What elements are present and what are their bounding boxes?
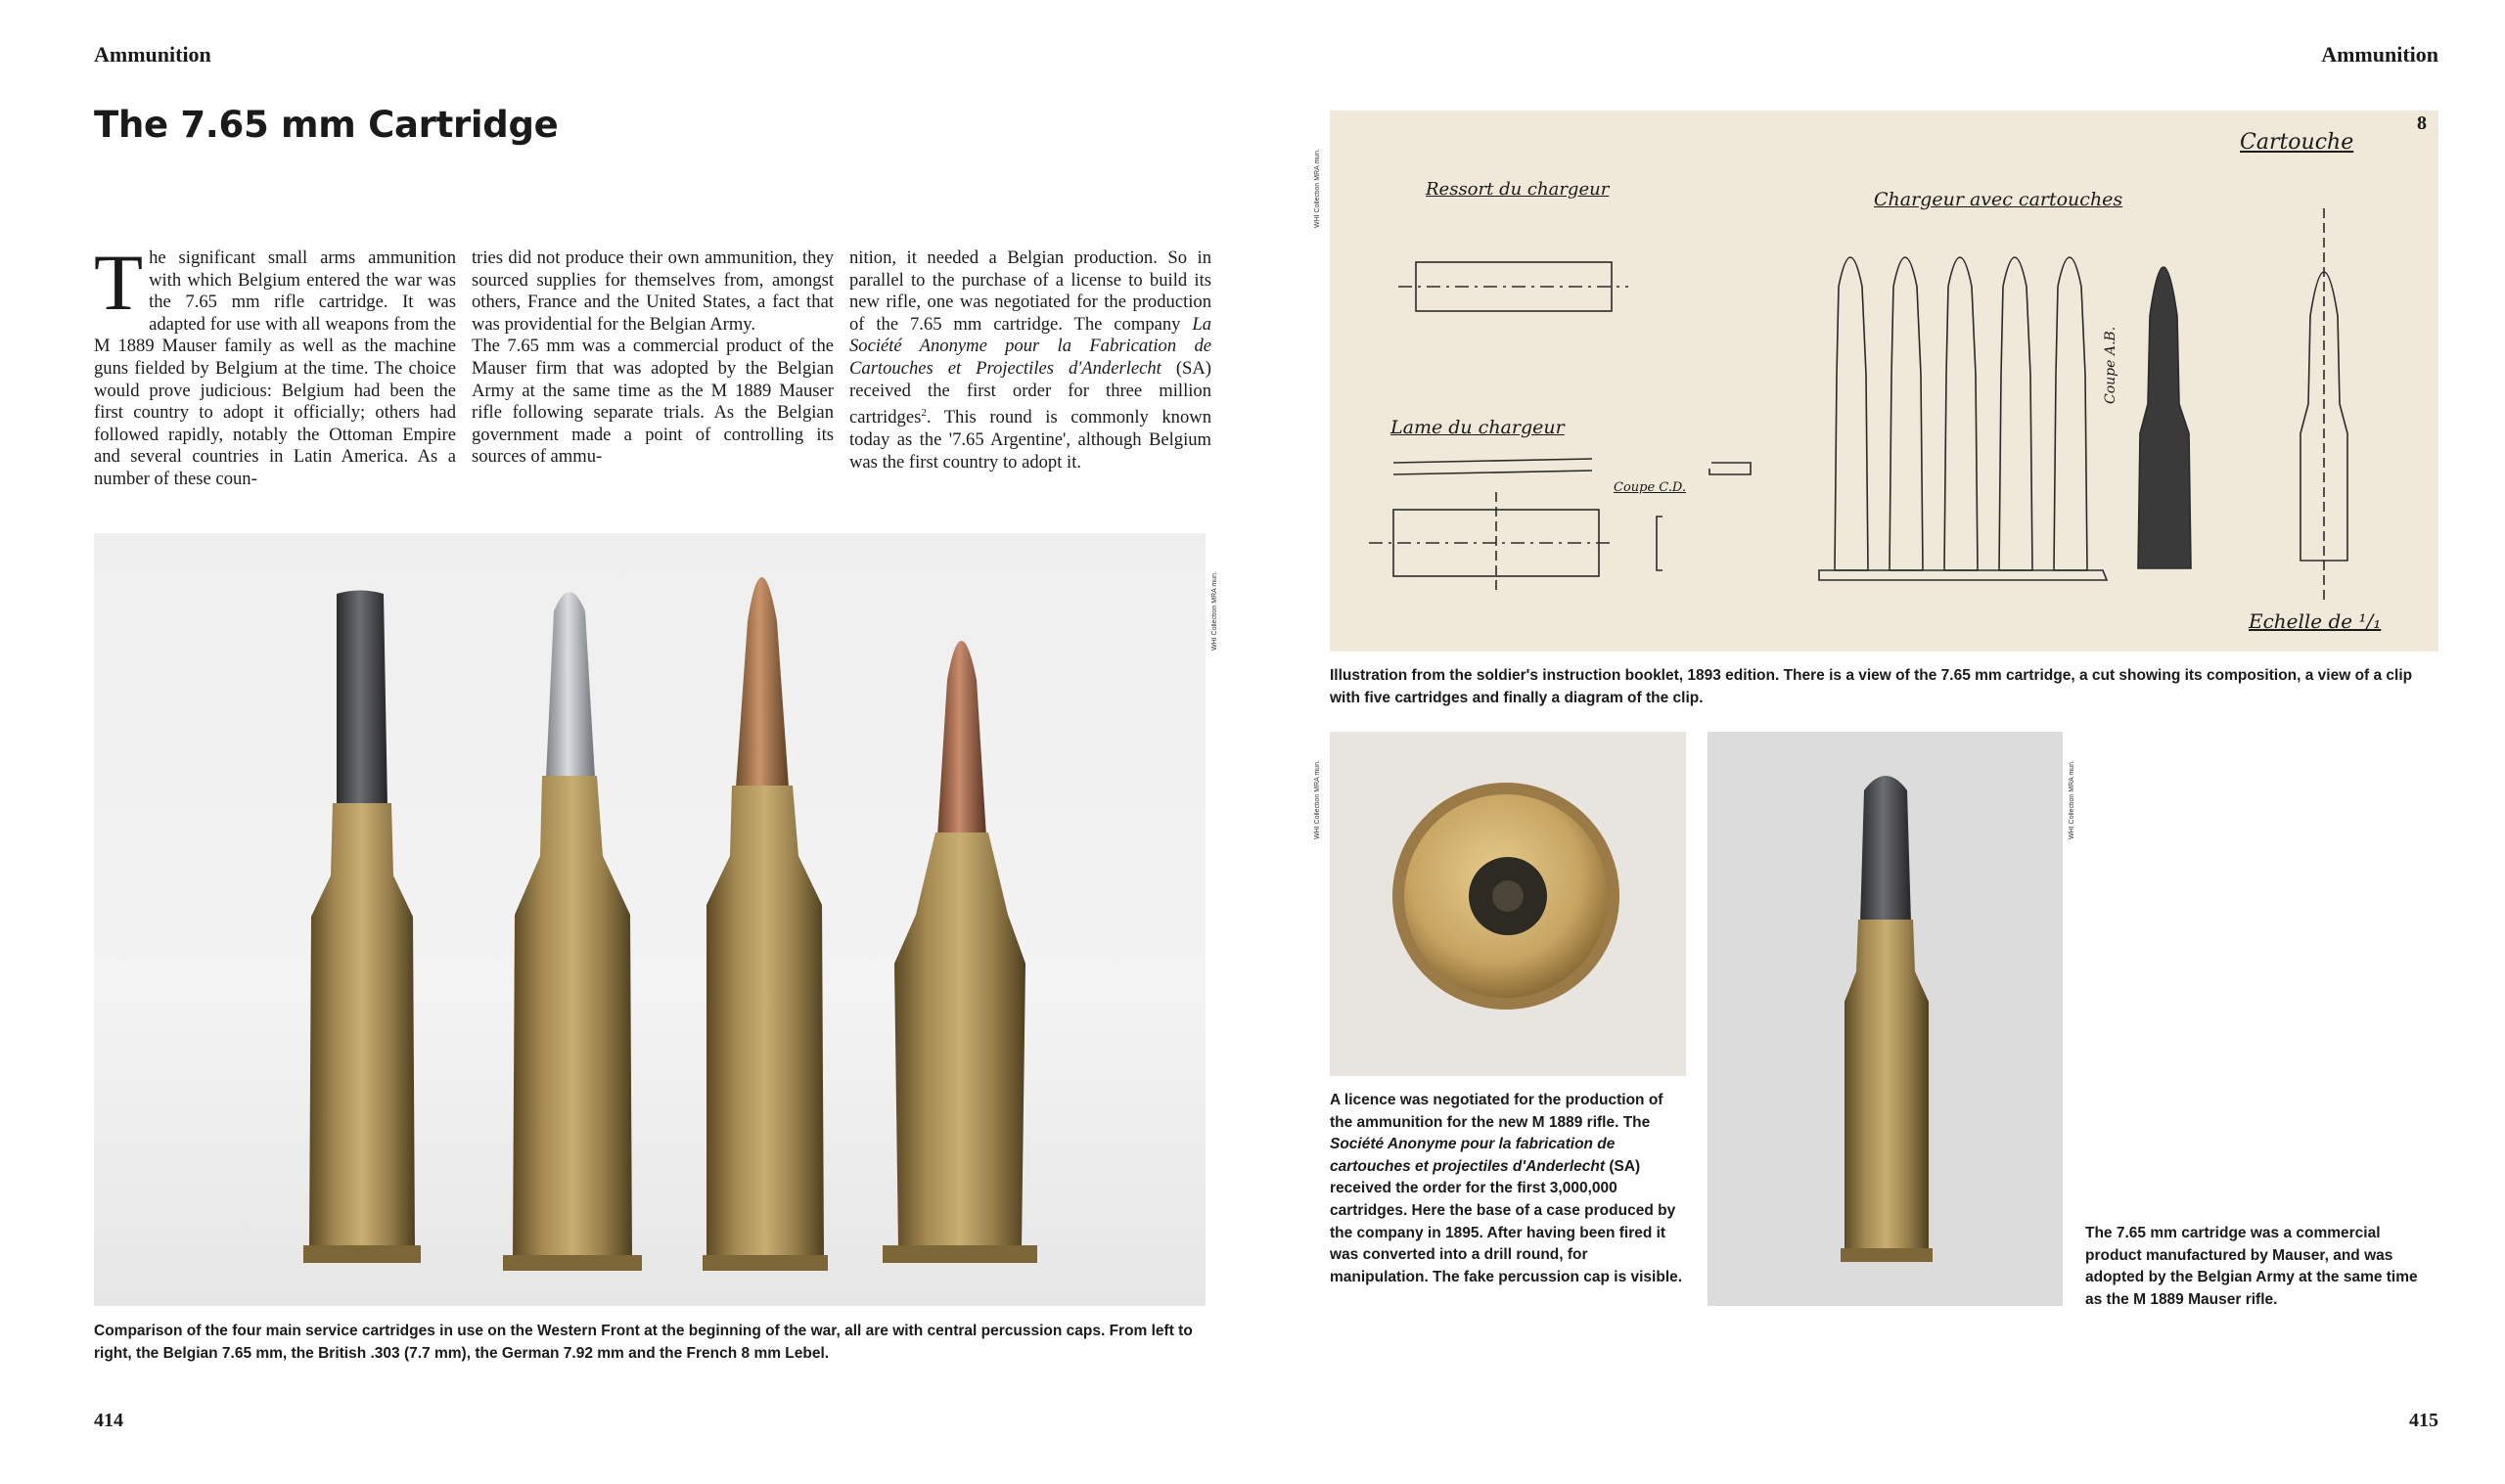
- british-303-cartridge: [503, 592, 642, 1271]
- body-column-3: [849, 247, 1211, 473]
- single-photo-credit: WHI Collection MRA mun.: [2069, 760, 2075, 839]
- body-column-1: [94, 238, 456, 491]
- photo-caption-left: Comparison of the four main service cartridges in use on the Western Front at the beginning of the war, all are with central percussion caps. From left to right, the Belgian 7.65 mm, the British .303 (7.7 mm), the German 7.92 mm and the French 8 mm Lebel.: [94, 1323, 1193, 1362]
- drawing-credit: WHI Collection MRA mun.: [1314, 149, 1321, 228]
- belgian-765-cartridge: [303, 591, 421, 1264]
- body-column-2-para-2: The 7.65 mm was a commercial product of the Mauser firm that was adopted by the Belgian Army at the same time as the M 1889 Mauser rifle following separate trials. As the Belgian government made a point of controlling its sources of ammu-: [472, 336, 834, 468]
- single-cartridge-photo: [1708, 732, 2063, 1306]
- plate-number: 8: [2417, 112, 2427, 134]
- body-column-1-text: he significant small arms ammunition with which Belgium entered the war was the 7.65 mm rifle cartridge. It was adapted for use with all weapons from the M 1889 Mauser family as well as the machine guns fielded by Belgium at the time. The choice would prove judicious: Belgium had been the first country to adopt it officially; others had followed rapidly, notably the Ottoman Empire and several countries in Latin America. As a number of these coun-: [94, 247, 456, 489]
- label-coupe-ab: Coupe A.B.: [2103, 326, 2118, 404]
- body-column-3-text-b: (SA) received the first order for three million cartridges: [849, 357, 1211, 428]
- base-photo-caption: [1330, 1090, 1686, 1288]
- drawing-caption: Illustration from the soldier's instruction booklet, 1893 edition. There is a view of the 7.65 mm cartridge, a cut showing its composition, a view of a clip with five cartridges and finally a diagram of the clip.: [1330, 667, 2413, 706]
- base-photo-credit: WHI Collection MRA mun.: [1314, 760, 1321, 839]
- single-cartridge-image: [1708, 732, 2063, 1306]
- instruction-drawing: [1330, 111, 2438, 652]
- page-number-left: 414: [94, 1410, 123, 1431]
- body-column-3-text-a: nition, it needed a Belgian production. So in parallel to the purchase of a license to build its new rifle, one was negotiated for the production of the 7.65 mm cartridge. The company: [849, 247, 1211, 335]
- label-cartouche: Cartouche: [2240, 130, 2354, 155]
- label-ressort: Ressort du chargeur: [1426, 179, 1610, 200]
- cartridge-base-photo: [1330, 732, 1686, 1076]
- body-column-3-text-c: . This round is commonly known today as the '7.65 Argentine', although Belgium was the first country to adopt it.: [849, 407, 1211, 472]
- label-lame: Lame du chargeur: [1390, 417, 1565, 438]
- footnote-ref: 2: [921, 407, 927, 420]
- running-head-right: Ammunition: [2321, 42, 2438, 67]
- running-head-left: Ammunition: [94, 42, 211, 67]
- german-792-cartridge: [703, 577, 828, 1271]
- base-caption-text-a: A licence was negotiated for the production of the ammunition for the new M 1889 rifle. The: [1330, 1092, 1663, 1131]
- drop-cap: T: [94, 238, 144, 327]
- label-chargeur-avec-cartouches: Chargeur avec cartouches: [1874, 189, 2123, 210]
- page-title: The 7.65 mm Cartridge: [94, 104, 559, 146]
- label-coupe-cd: Coupe C.D.: [1614, 480, 1687, 495]
- base-caption-italic: Société Anonyme pour la fabrication de cartouches et projectiles d'Anderlecht: [1330, 1136, 1616, 1175]
- base-caption-text-b: (SA) received the order for the first 3,000,000 cartridges. Here the base of a case produced by the company in 1895. After having been fired it was converted into a drill round, for manipulation. The fake percussion cap is visible.: [1330, 1157, 1683, 1285]
- body-column-2-para-1: tries did not produce their own ammunition, they sourced supplies for themselves from, amongst others, France and the United States, a fact that was providential for the Belgian Army.: [472, 247, 834, 335]
- body-column-2: [472, 247, 834, 469]
- page-number-right: 415: [2409, 1410, 2438, 1431]
- photo-credit-left: WHI Collection MRA mun.: [1211, 571, 1218, 651]
- case-base-image: [1330, 732, 1686, 1076]
- cartridges-comparison-photo: [94, 533, 1206, 1306]
- company-name-italic: La Société Anonyme pour la Fabrication de Cartouches et Projectiles d'Anderlecht: [849, 313, 1211, 379]
- french-lebel-cartridge: [883, 641, 1037, 1263]
- single-photo-caption: The 7.65 mm cartridge was a commercial product manufactured by Mauser, and was adopted by the Belgian Army at the same time as the M 1889 Mauser rifle.: [2085, 1225, 2418, 1308]
- four-cartridges-image: [94, 533, 1206, 1306]
- label-echelle: Echelle de ¹/₁: [2249, 609, 2382, 633]
